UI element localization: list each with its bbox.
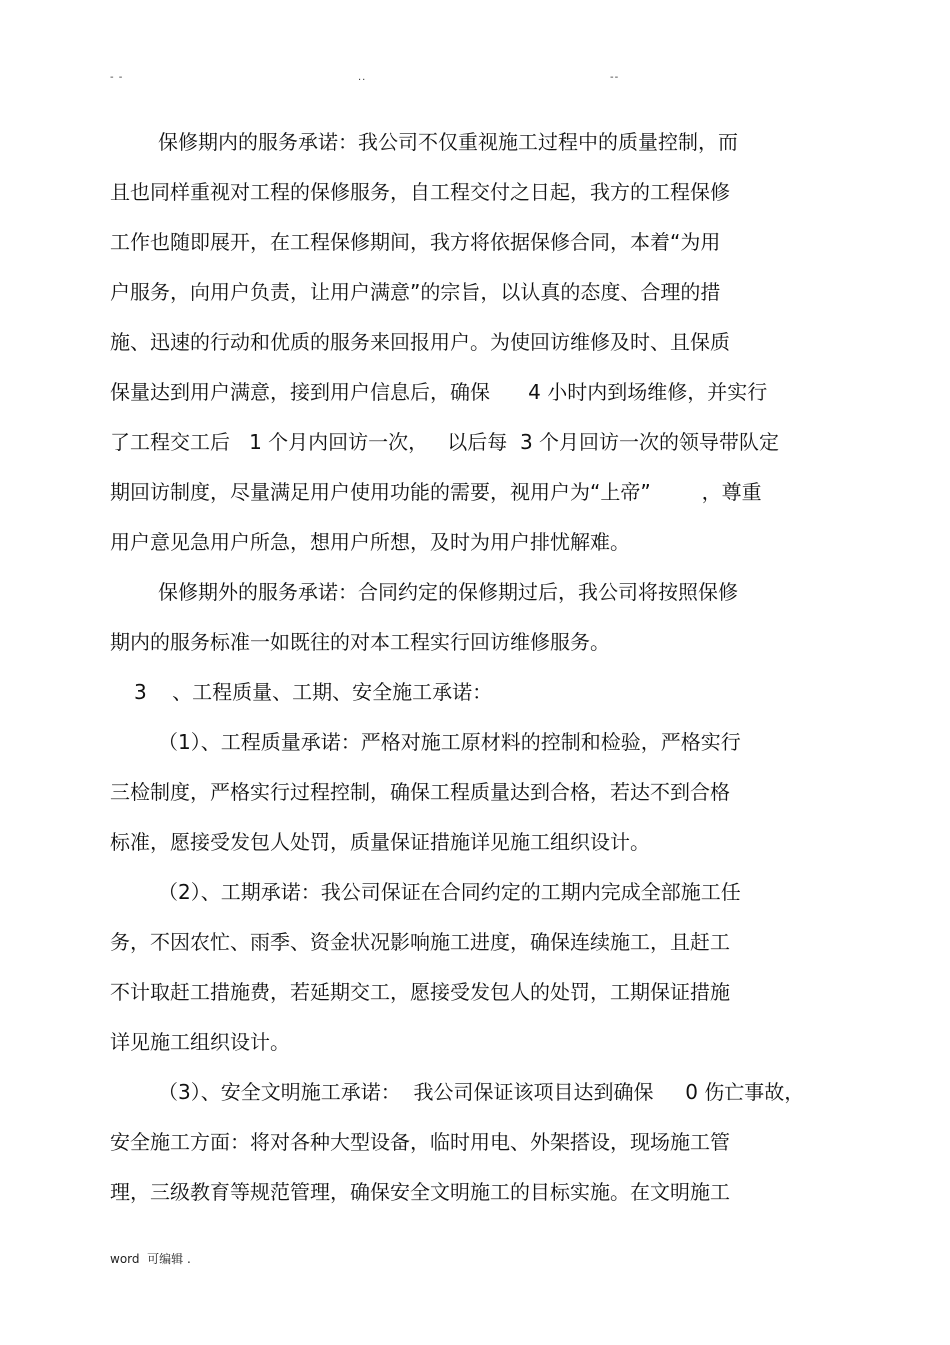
body-line: 三检制度，严格实行过程控制，确保工程质量达到合格，若达不到合格 — [110, 780, 730, 804]
header-mark-left: - - — [110, 72, 124, 83]
body-line: 不计取赶工措施费，若延期交工，愿接受发包人的处罚，工期保证措施 — [110, 980, 730, 1004]
body-line: 期内的服务标准一如既往的对本工程实行回访维修服务。 — [110, 630, 610, 654]
body-line: 且也同样重视对工程的保修服务，自工程交付之日起，我方的工程保修 — [110, 180, 730, 204]
body-line: 务，不因农忙、雨季、资金状况影响施工进度，确保连续施工，且赶工 — [110, 930, 730, 954]
body-line: （2）、工期承诺：我公司保证在合同约定的工期内完成全部施工任 — [158, 880, 741, 904]
body-line: 保修期外的服务承诺：合同约定的保修期过后，我公司将按照保修 — [158, 580, 738, 604]
body-line: 施、迅速的行动和优质的服务来回报用户。为使回访维修及时、且保质 — [110, 330, 730, 354]
body-line: 理，三级教育等规范管理，确保安全文明施工的目标实施。在文明施工 — [110, 1180, 730, 1204]
body-line: （3）、安全文明施工承诺： 我公司保证该项目达到确保 0 伤亡事故， — [158, 1080, 805, 1104]
footer-note: word 可编辑 . — [110, 1252, 191, 1266]
body-line: 户服务，向用户负责，让用户满意”的宗旨，以认真的态度、合理的措 — [110, 280, 721, 304]
body-line: 用户意见急用户所急，想用户所想，及时为用户排忧解难。 — [110, 530, 630, 554]
body-line: 期回访制度，尽量满足用户使用功能的需要，视用户为“上帝” ，尊重 — [110, 480, 762, 504]
body-line: 安全施工方面：将对各种大型设备，临时用电、外架搭设，现场施工管 — [110, 1130, 730, 1154]
section-heading: 3 、工程质量、工期、安全施工承诺： — [134, 680, 493, 704]
header-mark-right: -- — [610, 72, 620, 83]
body-line: （1）、工程质量承诺：严格对施工原材料的控制和检验，严格实行 — [158, 730, 741, 754]
body-line: 保量达到用户满意，接到用户信息后，确保 4 小时内到场维修，并实行 — [110, 380, 768, 404]
body-line: 标准，愿接受发包人处罚，质量保证措施详见施工组织设计。 — [110, 830, 650, 854]
body-line: 保修期内的服务承诺：我公司不仅重视施工过程中的质量控制，而 — [158, 130, 738, 154]
header-mark-middle: .. — [358, 72, 367, 83]
body-line: 详见施工组织设计。 — [110, 1030, 290, 1054]
body-line: 工作也随即展开，在工程保修期间，我方将依据保修合同，本着“为用 — [110, 230, 721, 254]
body-line: 了工程交工后 1 个月内回访一次， 以后每 3 个月回访一次的领导带队定 — [110, 430, 780, 454]
